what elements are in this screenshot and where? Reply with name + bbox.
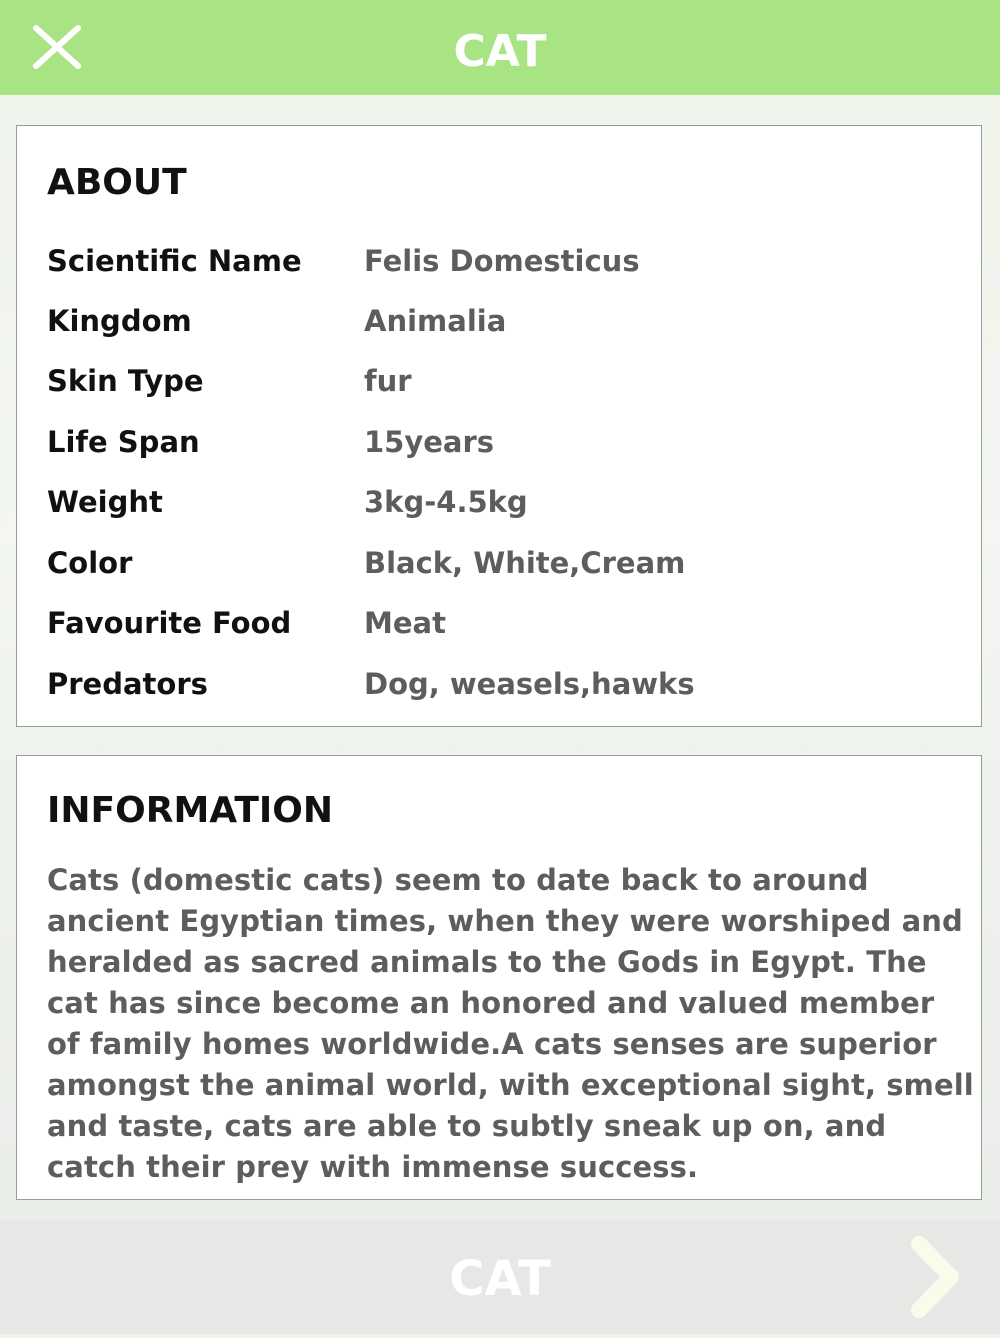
row-label: Kingdom: [47, 304, 192, 338]
about-row-predators: [47, 667, 947, 707]
row-label: Predators: [47, 667, 208, 701]
information-card: [16, 755, 982, 1200]
about-row-kingdom: [47, 304, 947, 344]
row-label: Weight: [47, 485, 163, 519]
information-text: Cats (domestic cats) seem to date back to around ancient Egyptian times, when they were worshiped and heralded as sacred animals to the Gods in Egypt. The cat has since become an honored and valued member of family homes worldwide.A cats senses are superior amongst the animal world, with exceptional sight, smell and taste, cats are able to subtly sneak up on, and catch their prey with immense success.: [47, 863, 974, 1184]
row-value: Dog, weasels,hawks: [364, 667, 695, 701]
about-heading: ABOUT: [47, 162, 187, 203]
chevron-right-icon: [905, 1234, 965, 1320]
row-value: Meat: [364, 606, 446, 640]
row-value: fur: [364, 364, 412, 398]
row-value: 3kg-4.5kg: [364, 485, 528, 519]
row-value: Felis Domesticus: [364, 244, 640, 278]
bottom-bar: [0, 1220, 1000, 1334]
next-button[interactable]: [905, 1234, 965, 1320]
row-value: Black, White,Cream: [364, 546, 686, 580]
page-title: CAT: [453, 26, 547, 77]
about-row-favourite-food: [47, 606, 947, 646]
about-row-weight: [47, 485, 947, 525]
row-value: Animalia: [364, 304, 507, 338]
about-row-scientific-name: [47, 244, 947, 284]
about-card: [16, 125, 982, 727]
about-row-life-span: [47, 425, 947, 465]
footer-title: CAT: [449, 1251, 551, 1307]
about-row-skin-type: [47, 364, 947, 404]
row-label: Scientific Name: [47, 244, 302, 278]
top-bar: [0, 0, 1000, 95]
row-value: 15years: [364, 425, 495, 459]
row-label: Color: [47, 546, 133, 580]
row-label: Favourite Food: [47, 606, 292, 640]
information-heading: INFORMATION: [47, 790, 334, 831]
about-row-color: [47, 546, 947, 586]
row-label: Life Span: [47, 425, 200, 459]
row-label: Skin Type: [47, 364, 204, 398]
